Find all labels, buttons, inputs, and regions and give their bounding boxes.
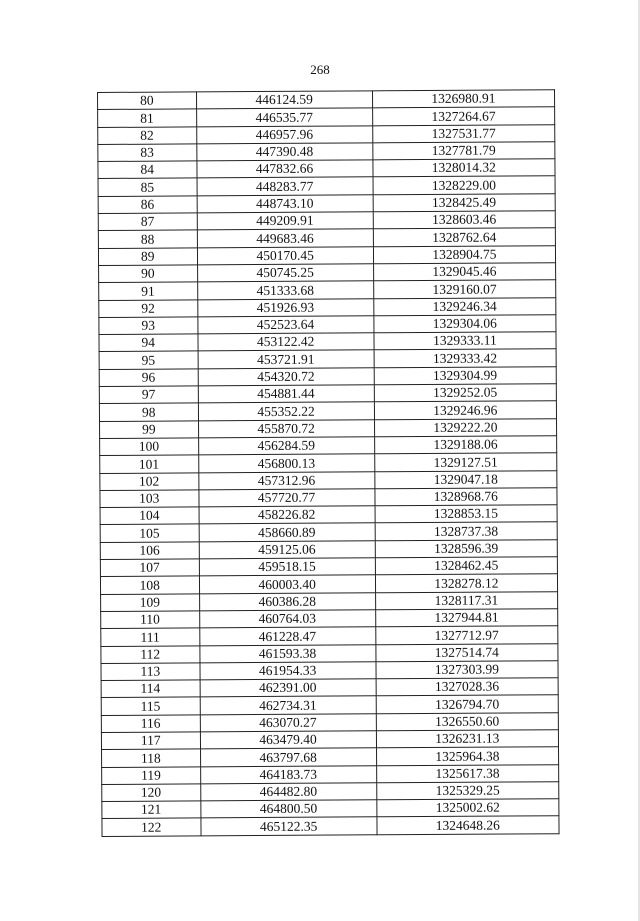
y-coordinate-cell: 1328603.46 bbox=[373, 211, 555, 229]
table-row bbox=[99, 384, 556, 404]
x-coordinate-cell: 452523.64 bbox=[197, 316, 373, 334]
y-coordinate-cell: 1329333.11 bbox=[374, 332, 556, 350]
point-number-cell: 98 bbox=[99, 403, 198, 421]
point-number-cell: 105 bbox=[100, 524, 199, 542]
x-coordinate-cell: 450170.45 bbox=[197, 246, 373, 264]
table-row bbox=[99, 280, 556, 300]
table-row bbox=[102, 764, 559, 784]
point-number-cell: 99 bbox=[100, 421, 199, 439]
x-coordinate-cell: 461954.33 bbox=[199, 662, 375, 680]
y-coordinate-cell: 1329047.18 bbox=[375, 470, 557, 488]
point-number-cell: 121 bbox=[102, 801, 201, 819]
table-row bbox=[98, 142, 555, 162]
y-coordinate-cell: 1326980.91 bbox=[372, 90, 554, 108]
table-row bbox=[101, 643, 558, 663]
x-coordinate-cell: 461593.38 bbox=[199, 644, 375, 662]
x-coordinate-cell: 464800.50 bbox=[200, 800, 376, 818]
y-coordinate-cell: 1328596.39 bbox=[375, 539, 557, 557]
point-number-cell: 87 bbox=[98, 213, 197, 231]
y-coordinate-cell: 1328425.49 bbox=[373, 193, 555, 211]
table-row bbox=[98, 211, 555, 231]
point-number-cell: 109 bbox=[101, 593, 200, 611]
y-coordinate-cell: 1327303.99 bbox=[376, 660, 558, 678]
point-number-cell: 111 bbox=[101, 628, 200, 646]
table-row bbox=[102, 747, 559, 767]
x-coordinate-cell: 463070.27 bbox=[200, 713, 376, 731]
y-coordinate-cell: 1327944.81 bbox=[375, 609, 557, 627]
y-coordinate-cell: 1329188.06 bbox=[374, 436, 556, 454]
x-coordinate-cell: 455352.22 bbox=[198, 402, 374, 420]
point-number-cell: 80 bbox=[98, 92, 197, 110]
table-row bbox=[102, 799, 559, 819]
table-row bbox=[100, 453, 557, 473]
table-row bbox=[101, 609, 558, 629]
table-row bbox=[102, 782, 559, 802]
y-coordinate-cell: 1326550.60 bbox=[376, 712, 558, 730]
point-number-cell: 106 bbox=[100, 542, 199, 560]
x-coordinate-cell: 446957.96 bbox=[196, 125, 372, 143]
y-coordinate-cell: 1327514.74 bbox=[376, 643, 558, 661]
x-coordinate-cell: 453122.42 bbox=[197, 333, 373, 351]
x-coordinate-cell: 447390.48 bbox=[196, 143, 372, 161]
table-row bbox=[98, 193, 555, 213]
x-coordinate-cell: 458226.82 bbox=[199, 506, 375, 524]
point-number-cell: 118 bbox=[102, 749, 201, 767]
y-coordinate-cell: 1327264.67 bbox=[372, 107, 554, 125]
y-coordinate-cell: 1328904.75 bbox=[373, 245, 555, 263]
x-coordinate-cell: 446124.59 bbox=[196, 91, 372, 109]
x-coordinate-cell: 459518.15 bbox=[199, 558, 375, 576]
coordinates-table-body bbox=[98, 90, 560, 837]
point-number-cell: 91 bbox=[99, 282, 198, 300]
point-number-cell: 92 bbox=[99, 299, 198, 317]
x-coordinate-cell: 464183.73 bbox=[200, 765, 376, 783]
point-number-cell: 88 bbox=[98, 230, 197, 248]
point-number-cell: 102 bbox=[100, 472, 199, 490]
table-row bbox=[102, 816, 559, 836]
y-coordinate-cell: 1327712.97 bbox=[376, 626, 558, 644]
y-coordinate-cell: 1329304.99 bbox=[374, 366, 556, 384]
table-row bbox=[99, 297, 556, 317]
table-row bbox=[101, 678, 558, 698]
point-number-cell: 117 bbox=[101, 732, 200, 750]
y-coordinate-cell: 1329127.51 bbox=[374, 453, 556, 471]
y-coordinate-cell: 1325964.38 bbox=[376, 747, 558, 765]
point-number-cell: 122 bbox=[102, 818, 201, 836]
x-coordinate-cell: 447832.66 bbox=[196, 160, 372, 178]
table-row bbox=[98, 176, 555, 196]
table-row bbox=[100, 470, 557, 490]
x-coordinate-cell: 455870.72 bbox=[198, 419, 374, 437]
x-coordinate-cell: 449683.46 bbox=[197, 229, 373, 247]
y-coordinate-cell: 1326231.13 bbox=[376, 730, 558, 748]
table-row bbox=[99, 315, 556, 335]
table-row bbox=[101, 730, 558, 750]
x-coordinate-cell: 457312.96 bbox=[198, 471, 374, 489]
point-number-cell: 113 bbox=[101, 663, 200, 681]
point-number-cell: 86 bbox=[98, 196, 197, 214]
x-coordinate-cell: 462734.31 bbox=[200, 696, 376, 714]
x-coordinate-cell: 463479.40 bbox=[200, 731, 376, 749]
x-coordinate-cell: 464482.80 bbox=[200, 783, 376, 801]
y-coordinate-cell: 1328762.64 bbox=[373, 228, 555, 246]
table-row bbox=[101, 695, 558, 715]
y-coordinate-cell: 1325617.38 bbox=[376, 764, 558, 782]
table-row bbox=[98, 159, 555, 179]
x-coordinate-cell: 456800.13 bbox=[198, 454, 374, 472]
y-coordinate-cell: 1328462.45 bbox=[375, 557, 557, 575]
point-number-cell: 81 bbox=[98, 109, 197, 127]
x-coordinate-cell: 457720.77 bbox=[198, 489, 374, 507]
point-number-cell: 83 bbox=[98, 144, 197, 162]
x-coordinate-cell: 446535.77 bbox=[196, 108, 372, 126]
x-coordinate-cell: 463797.68 bbox=[200, 748, 376, 766]
x-coordinate-cell: 460386.28 bbox=[199, 592, 375, 610]
page-number: 268 bbox=[310, 62, 330, 77]
y-coordinate-cell: 1326794.70 bbox=[376, 695, 558, 713]
point-number-cell: 95 bbox=[99, 351, 198, 369]
x-coordinate-cell: 456284.59 bbox=[198, 437, 374, 455]
point-number-cell: 97 bbox=[99, 386, 198, 404]
x-coordinate-cell: 448743.10 bbox=[197, 195, 373, 213]
table-row bbox=[101, 660, 558, 680]
y-coordinate-cell: 1324648.26 bbox=[377, 816, 559, 834]
y-coordinate-cell: 1329252.05 bbox=[374, 384, 556, 402]
y-coordinate-cell: 1325329.25 bbox=[376, 782, 558, 800]
point-number-cell: 100 bbox=[100, 438, 199, 456]
point-number-cell: 94 bbox=[99, 334, 198, 352]
x-coordinate-cell: 465122.35 bbox=[200, 817, 376, 835]
x-coordinate-cell: 448283.77 bbox=[197, 177, 373, 195]
x-coordinate-cell: 454881.44 bbox=[198, 385, 374, 403]
point-number-cell: 84 bbox=[98, 161, 197, 179]
y-coordinate-cell: 1329246.34 bbox=[374, 297, 556, 315]
table-row bbox=[98, 245, 555, 265]
y-coordinate-cell: 1328278.12 bbox=[375, 574, 557, 592]
point-number-cell: 89 bbox=[98, 248, 197, 266]
y-coordinate-cell: 1329222.20 bbox=[374, 418, 556, 436]
y-coordinate-cell: 1328014.32 bbox=[373, 159, 555, 177]
point-number-cell: 116 bbox=[101, 715, 200, 733]
table-row bbox=[99, 366, 556, 386]
point-number-cell: 114 bbox=[101, 680, 200, 698]
x-coordinate-cell: 449209.91 bbox=[197, 212, 373, 230]
y-coordinate-cell: 1329045.46 bbox=[373, 263, 555, 281]
y-coordinate-cell: 1327531.77 bbox=[372, 124, 554, 142]
x-coordinate-cell: 462391.00 bbox=[200, 679, 376, 697]
y-coordinate-cell: 1327781.79 bbox=[373, 142, 555, 160]
table-row bbox=[99, 349, 556, 369]
x-coordinate-cell: 453721.91 bbox=[198, 350, 374, 368]
table-row bbox=[100, 505, 557, 525]
y-coordinate-cell: 1329246.96 bbox=[374, 401, 556, 419]
y-coordinate-cell: 1329333.42 bbox=[374, 349, 556, 367]
point-number-cell: 107 bbox=[100, 559, 199, 577]
y-coordinate-cell: 1328853.15 bbox=[375, 505, 557, 523]
x-coordinate-cell: 451333.68 bbox=[197, 281, 373, 299]
table-row bbox=[100, 557, 557, 577]
point-number-cell: 85 bbox=[98, 178, 197, 196]
table-row bbox=[100, 522, 557, 542]
y-coordinate-cell: 1325002.62 bbox=[377, 799, 559, 817]
x-coordinate-cell: 458660.89 bbox=[199, 523, 375, 541]
x-coordinate-cell: 454320.72 bbox=[198, 368, 374, 386]
table-row bbox=[101, 626, 558, 646]
y-coordinate-cell: 1328229.00 bbox=[373, 176, 555, 194]
point-number-cell: 108 bbox=[100, 576, 199, 594]
table-row bbox=[100, 436, 557, 456]
table-row bbox=[100, 574, 557, 594]
table-row bbox=[99, 263, 556, 283]
point-number-cell: 115 bbox=[101, 697, 200, 715]
table-row bbox=[100, 488, 557, 508]
point-number-cell: 120 bbox=[102, 784, 201, 802]
y-coordinate-cell: 1328737.38 bbox=[375, 522, 557, 540]
coordinates-table bbox=[97, 89, 560, 837]
table-row bbox=[100, 418, 557, 438]
table-row bbox=[101, 712, 558, 732]
y-coordinate-cell: 1328968.76 bbox=[375, 488, 557, 506]
x-coordinate-cell: 459125.06 bbox=[199, 541, 375, 559]
table-row bbox=[100, 539, 557, 559]
table-row bbox=[98, 107, 555, 127]
table-row bbox=[98, 228, 555, 248]
y-coordinate-cell: 1327028.36 bbox=[376, 678, 558, 696]
x-coordinate-cell: 450745.25 bbox=[197, 264, 373, 282]
table-row bbox=[98, 90, 555, 110]
point-number-cell: 112 bbox=[101, 645, 200, 663]
point-number-cell: 119 bbox=[102, 766, 201, 784]
table-row bbox=[98, 124, 555, 144]
point-number-cell: 104 bbox=[100, 507, 199, 525]
point-number-cell: 96 bbox=[99, 369, 198, 387]
point-number-cell: 101 bbox=[100, 455, 199, 473]
y-coordinate-cell: 1329304.06 bbox=[374, 315, 556, 333]
table-row bbox=[99, 401, 556, 421]
x-coordinate-cell: 460003.40 bbox=[199, 575, 375, 593]
table-row bbox=[101, 591, 558, 611]
y-coordinate-cell: 1329160.07 bbox=[373, 280, 555, 298]
point-number-cell: 93 bbox=[99, 317, 198, 335]
x-coordinate-cell: 461228.47 bbox=[199, 627, 375, 645]
point-number-cell: 103 bbox=[100, 490, 199, 508]
x-coordinate-cell: 460764.03 bbox=[199, 610, 375, 628]
point-number-cell: 110 bbox=[101, 611, 200, 629]
x-coordinate-cell: 451926.93 bbox=[197, 298, 373, 316]
table-row bbox=[99, 332, 556, 352]
point-number-cell: 90 bbox=[99, 265, 198, 283]
point-number-cell: 82 bbox=[98, 126, 197, 144]
y-coordinate-cell: 1328117.31 bbox=[375, 591, 557, 609]
